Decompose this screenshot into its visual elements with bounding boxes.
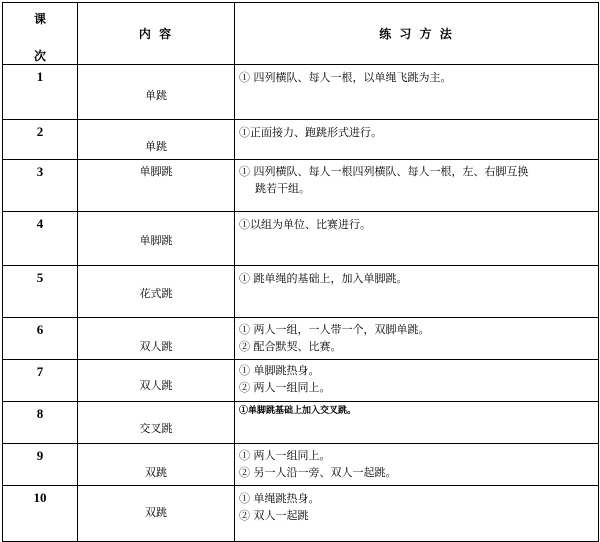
table-row <box>3 402 599 444</box>
lesson-number: 9 <box>3 444 78 486</box>
lesson-method <box>235 318 599 360</box>
lesson-content <box>78 120 235 160</box>
method-line: ①以组为单位、比赛进行。 <box>239 218 371 231</box>
lesson-method <box>235 486 599 542</box>
table-row <box>3 65 599 120</box>
lesson-content <box>78 486 235 542</box>
lesson-content-text: 交叉跳 <box>139 422 173 435</box>
header-method: 练 习 方 法 <box>235 3 599 65</box>
table-header-row <box>3 3 599 65</box>
lesson-number: 3 <box>3 160 78 212</box>
lesson-method <box>235 160 599 212</box>
table-row <box>3 486 599 542</box>
lesson-content <box>78 212 235 266</box>
lesson-number: 5 <box>3 266 78 318</box>
method-line: ①单脚跳基础上加入交叉跳。 <box>239 406 357 416</box>
method-line: ① 四列横队、每人一根，以单绳飞跳为主。 <box>239 71 452 84</box>
lesson-method <box>235 360 599 402</box>
lesson-number: 7 <box>3 360 78 402</box>
method-line: ① 单绳跳热身。 <box>239 492 320 505</box>
lesson-content-text: 单脚跳 <box>139 234 173 247</box>
method-line: ①正面接力、跑跳形式进行。 <box>239 126 382 139</box>
lesson-content-text: 双人跳 <box>139 340 173 353</box>
table-row <box>3 360 599 402</box>
lesson-method <box>235 212 599 266</box>
method-line: ② 另一人沿一旁、双人一起跳。 <box>239 466 397 479</box>
lesson-content <box>78 444 235 486</box>
lesson-content <box>78 402 235 444</box>
lesson-content <box>78 65 235 120</box>
lesson-content <box>78 318 235 360</box>
method-line: ② 双人一起跳 <box>239 509 309 522</box>
method-line: ① 四列横队、每人一根四列横队、每人一根，左、右脚互换 <box>239 165 529 178</box>
lesson-method <box>235 65 599 120</box>
lesson-number: 4 <box>3 212 78 266</box>
lesson-content-text: 单脚跳 <box>139 165 173 178</box>
header-lesson-number <box>3 3 78 65</box>
lesson-number: 10 <box>3 486 78 542</box>
lesson-number: 6 <box>3 318 78 360</box>
lesson-content-text: 花式跳 <box>139 287 173 300</box>
method-line: ② 两人一组同上。 <box>239 381 331 394</box>
lesson-content-text: 单跳 <box>145 89 167 102</box>
lesson-content <box>78 360 235 402</box>
table-row <box>3 318 599 360</box>
lesson-number: 2 <box>3 120 78 160</box>
table-row <box>3 212 599 266</box>
method-line: ① 两人一组，一人带一个，双脚单跳。 <box>239 323 430 336</box>
lesson-content <box>78 266 235 318</box>
lesson-method <box>235 266 599 318</box>
lesson-plan-table <box>2 2 599 542</box>
lesson-method <box>235 120 599 160</box>
lesson-content-text: 双人跳 <box>139 379 173 392</box>
lesson-method <box>235 402 599 444</box>
lesson-content-text: 单跳 <box>145 140 167 153</box>
lesson-content-text: 双跳 <box>145 506 167 519</box>
table-row <box>3 266 599 318</box>
header-lesson-number-line1: 课 <box>33 12 46 26</box>
header-lesson-number-line2: 次 <box>33 49 46 63</box>
method-line: ② 配合默契、比赛。 <box>239 340 342 353</box>
table-row <box>3 120 599 160</box>
table-row <box>3 444 599 486</box>
lesson-number: 8 <box>3 402 78 444</box>
lesson-content <box>78 160 235 212</box>
header-content: 内 容 <box>78 3 235 65</box>
method-line: ① 单脚跳热身。 <box>239 364 320 377</box>
method-line: ① 两人一组同上。 <box>239 449 331 462</box>
lesson-method <box>235 444 599 486</box>
lesson-content-text: 双跳 <box>145 466 167 479</box>
table-row <box>3 160 599 212</box>
method-line: ① 跳单绳的基础上，加入单脚跳。 <box>239 272 408 285</box>
method-line-continued: 跳若干组。 <box>255 182 310 195</box>
lesson-number: 1 <box>3 65 78 120</box>
